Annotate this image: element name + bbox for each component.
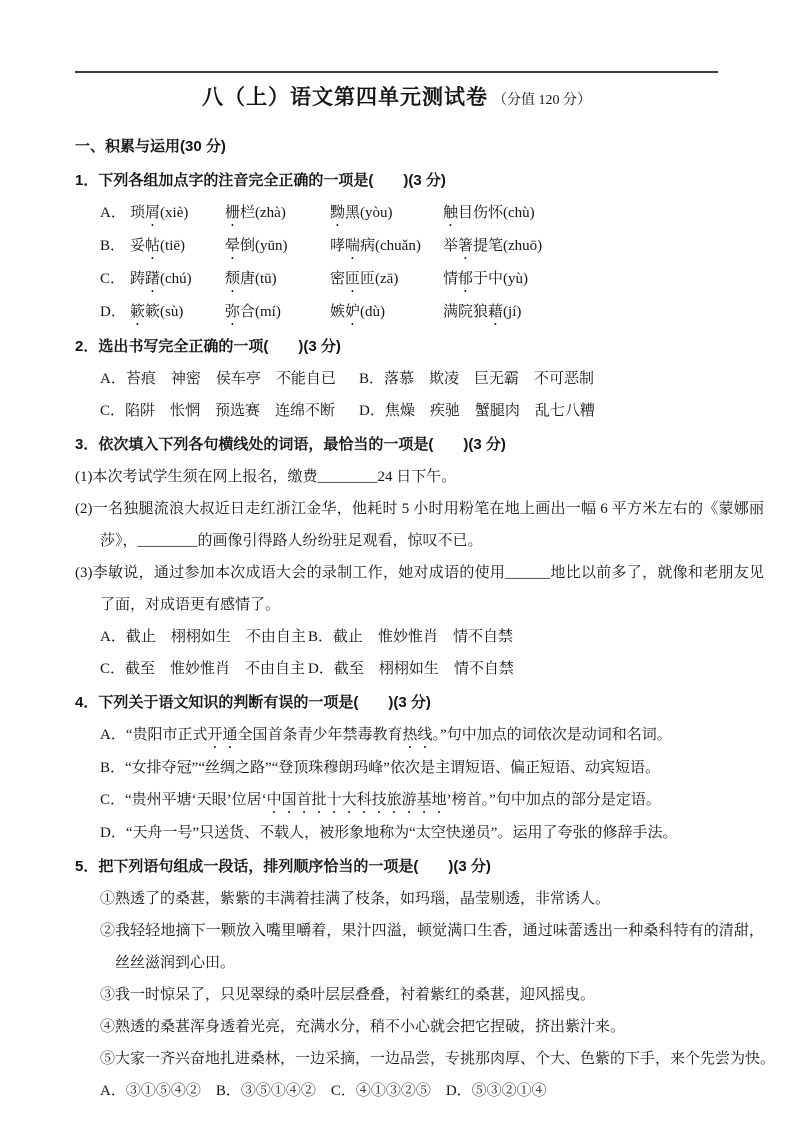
q1-option-d-label: D． xyxy=(100,304,126,320)
q1-option-a-item-3: 黝黑(yòu) xyxy=(330,205,393,221)
q1-option-c-label: C． xyxy=(100,271,126,287)
q1-option-d-item-2: 弥合(mí) xyxy=(225,304,281,320)
q3-option-c: C．截至 惟妙惟肖 不由自主 xyxy=(100,661,306,677)
emphasis-dot-text: 屑 xyxy=(145,205,161,221)
q3-option-b: B．截止 惟妙惟肖 情不自禁 xyxy=(308,629,514,645)
q1-option-c-item-1: 踌躇(chú) xyxy=(130,271,192,287)
emphasis-dot-text: 簌 xyxy=(130,304,146,320)
emphasis-dot-text: 躇 xyxy=(145,271,161,287)
paper-header xyxy=(75,82,718,117)
paper-score-note: （分值 120 分） xyxy=(493,93,591,108)
emphasis-dot-text: 热线 xyxy=(402,727,433,743)
q1-option-b-item-4: 举箸提笔(zhuō) xyxy=(443,238,543,254)
q1-option-d xyxy=(75,296,718,329)
q1-option-b-item-2: 晕倒(yūn) xyxy=(225,238,288,254)
q1-option-a-item-1: 琐屑(xiè) xyxy=(130,205,189,221)
q4-option-c: C．“贵州平塘‘天眼’位居‘中国首批十大科技旅游基地’榜首。”句中加点的部分是定语。 xyxy=(100,792,661,808)
emphasis-dot-text: 黝 xyxy=(330,205,346,221)
emphasis-dot-text: 郁 xyxy=(458,271,474,287)
q1-option-a-item-4: 触目伤怀(chù) xyxy=(443,205,535,221)
q1-option-d-item-1: 簌簌(sù) xyxy=(130,304,184,320)
q2-options-row-2 xyxy=(75,395,718,427)
emphasis-dot-text: 中国首批十大科技旅游基地 xyxy=(266,792,447,808)
q4-stem: 4．下列关于语文知识的判断有误的一项是( )(3 分) xyxy=(75,694,431,711)
q3-sentence-3: (3)李敏说，通过参加本次成语大会的录制工作，她对成语的使用______地比以前多了，就像和老朋友见了面，对成语更有感情了。 xyxy=(75,565,764,613)
q5-answer-options: A．③①⑤④② B．③⑤①④② C．④①③②⑤ D．⑤③②①④ xyxy=(100,1083,547,1099)
q1-option-c-item-3: 密匝匝(zā) xyxy=(330,271,399,287)
q5-stem: 5．把下列语句组成一段话，排列顺序恰当的一项是( )(3 分) xyxy=(75,858,491,875)
q2-stem: 2．选出书写完全正确的一项( )(3 分) xyxy=(75,338,341,355)
q1-option-b xyxy=(75,230,718,263)
emphasis-dot-text: 喘 xyxy=(345,238,361,254)
q5-sentence-4: ④熟透的桑葚浑身透着光亮，充满水分，稍不小心就会把它捏破，挤出紫汁来。 xyxy=(100,1019,626,1035)
q1-stem: 1．下列各组加点字的注音完全正确的一项是( )(3 分) xyxy=(75,172,446,189)
emphasis-dot-text: 触 xyxy=(443,205,459,221)
q1-option-c xyxy=(75,263,718,296)
q2-option-a: A．苔痕 神密 侯车亭 不能自已 xyxy=(100,371,336,387)
q2-options-row-1 xyxy=(75,363,718,395)
emphasis-dot-text: 颓 xyxy=(225,271,241,287)
q3-stem: 3．依次填入下列各句横线处的词语，最恰当的一项是( )(3 分) xyxy=(75,436,506,453)
q5-sentence-2: ②我轻轻地摘下一颗放入嘴里嚼着，果汁四溢，顿觉满口生香，通过味蕾透出一种桑科特有的清甜，丝丝滋润到心田。 xyxy=(100,923,764,971)
q4-option-b: B．“女排夺冠”“丝绸之路”“登顶珠穆朗玛峰”依次是主谓短语、偏正短语、动宾短语。 xyxy=(100,760,660,776)
q1-option-d-item-3: 嫉妒(dù) xyxy=(330,304,386,320)
header-rule xyxy=(75,71,718,73)
emphasis-dot-text: 藉 xyxy=(488,304,504,320)
emphasis-dot-text: 箸 xyxy=(458,238,474,254)
q2-option-d: D．焦燥 疾驰 蟹腿肉 乱七八糟 xyxy=(359,403,595,419)
emphasis-dot-text: 匝 xyxy=(345,271,361,287)
q5-sentence-1: ①熟透了的桑葚，紫紫的丰满着挂满了枝条，如玛瑙，晶莹剔透，非常诱人。 xyxy=(100,891,611,907)
q2-option-b: B．落慕 欺凌 巨无霸 不可恶制 xyxy=(359,371,595,387)
q1-option-c-item-4: 情郁于中(yù) xyxy=(443,271,529,287)
emphasis-dot-text: 帖 xyxy=(145,238,161,254)
paper-title: 八（上）语文第四单元测试卷 xyxy=(202,86,488,109)
q3-options-row-1 xyxy=(75,621,718,653)
section-heading: 一、积累与运用(30 分) xyxy=(75,138,226,155)
emphasis-dot-text: 开通 xyxy=(207,727,238,743)
q1-option-b-item-3: 哮喘病(chuǎn) xyxy=(330,238,421,254)
q3-sentence-1: (1)本次考试学生须在网上报名，缴费________24 日下午。 xyxy=(75,469,457,485)
q3-option-a: A．截止 栩栩如生 不由自主 xyxy=(100,629,306,645)
q4-option-a: A．“贵阳市正式开通全国首条青少年禁毒教育热线。”句中加点的词依次是动词和名词。 xyxy=(100,727,672,743)
emphasis-dot-text: 栅 xyxy=(225,205,241,221)
q1-option-a-label: A． xyxy=(100,205,126,221)
q5-sentence-3: ③我一时惊呆了，只见翠绿的桑叶层层叠叠，衬着紫红的桑葚，迎风摇曳。 xyxy=(100,987,596,1003)
q3-sentence-2: (2)一名独腿流浪大叔近日走红浙江金华，他耗时 5 小时用粉笔在地上画出一幅 6 平方米左右的《蒙娜丽莎》，________的画像引得路人纷纷驻足观看，惊叹不已。 xyxy=(75,501,764,549)
q1-option-a xyxy=(75,197,718,230)
emphasis-dot-text: 妒 xyxy=(345,304,361,320)
q5-sentence-5: ⑤大家一齐兴奋地扎进桑林，一边采摘，一边品尝，专挑那肉厚、个大、色紫的下手，来个先尝为快。 xyxy=(100,1051,776,1067)
emphasis-dot-text: 晕 xyxy=(225,238,241,254)
q3-options-row-2 xyxy=(75,653,718,685)
q1-option-b-item-1: 妥帖(tiē) xyxy=(130,238,186,254)
q1-option-a-item-2: 栅栏(zhà) xyxy=(225,205,286,221)
q1-option-d-item-4: 满院狼藉(jí) xyxy=(443,304,522,320)
emphasis-dot-text: 弥 xyxy=(225,304,241,320)
q2-option-c: C．陷阱 怅惘 预选赛 连绵不断 xyxy=(100,403,336,419)
q4-option-d: D．“天舟一号”只送货、不载人，被形象地称为“太空快递员”。运用了夸张的修辞手法。 xyxy=(100,825,678,841)
q3-option-d: D．截至 栩栩如生 情不自禁 xyxy=(308,661,514,677)
q1-option-c-item-2: 颓唐(tū) xyxy=(225,271,277,287)
q1-option-b-label: B． xyxy=(100,238,126,254)
